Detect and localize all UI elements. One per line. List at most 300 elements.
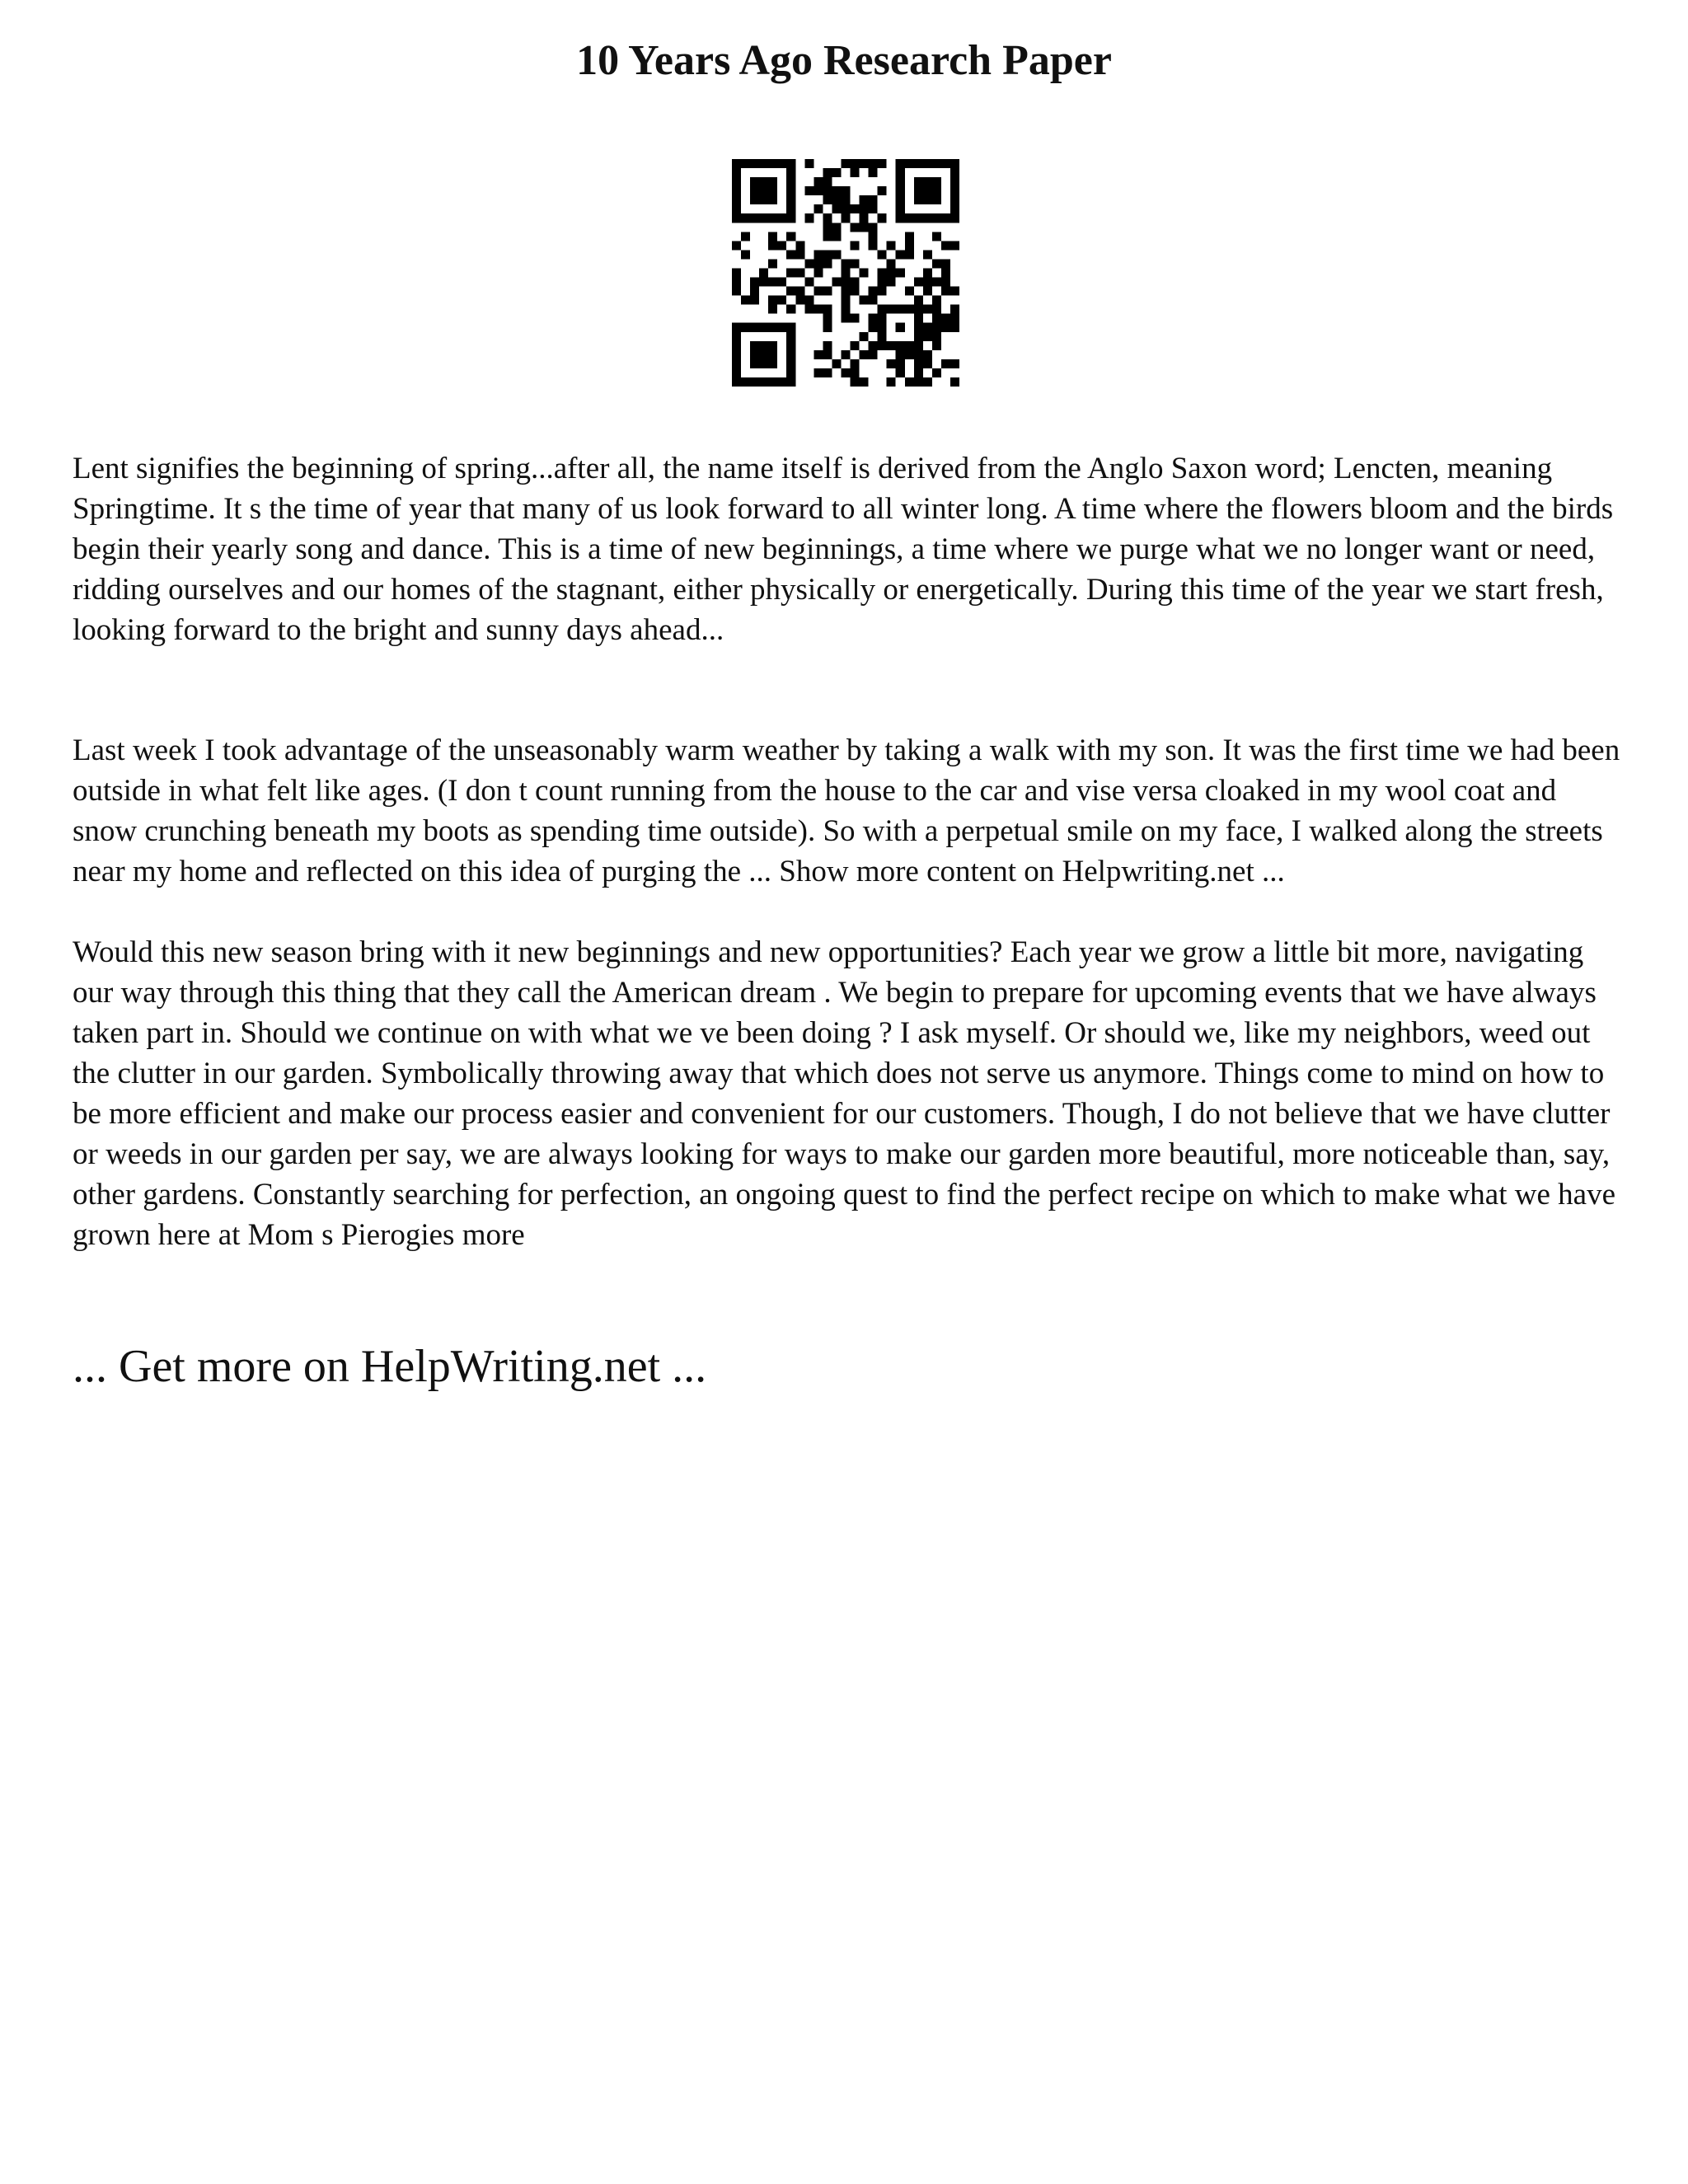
qr-module [759,377,768,387]
qr-module [804,305,814,314]
qr-module [768,350,777,359]
qr-module [841,278,850,287]
qr-module [841,213,850,223]
qr-module [804,296,814,305]
qr-module [860,223,869,232]
qr-module [851,314,860,323]
qr-module [786,305,795,314]
qr-module [932,159,941,168]
qr-module [823,213,832,223]
qr-module [950,359,959,368]
qr-module [832,232,841,241]
get-more-link[interactable]: ... Get more on HelpWriting.net ... [73,1341,707,1392]
qr-module [905,305,914,314]
qr-module [851,377,860,387]
qr-module [860,159,869,168]
qr-module [768,296,777,305]
qr-module [914,350,923,359]
qr-module [923,287,932,296]
qr-module [777,241,786,250]
qr-module [732,359,741,368]
qr-module [732,268,741,277]
qr-module [777,296,786,305]
qr-module [823,168,832,177]
qr-module [804,159,814,168]
qr-module [896,323,905,332]
qr-module [896,341,905,350]
qr-module [786,213,795,223]
qr-module [777,278,786,287]
qr-module [896,250,905,259]
qr-module [896,186,905,195]
qr-module [759,177,768,186]
qr-module [759,341,768,350]
qr-module [750,278,759,287]
qr-module [860,350,869,359]
qr-module [869,296,878,305]
qr-module [732,241,741,250]
qr-module [841,368,850,377]
qr-module [950,323,959,332]
qr-module [823,341,832,350]
qr-module [768,377,777,387]
qr-module [950,213,959,223]
qr-module [932,213,941,223]
qr-module [841,268,850,277]
qr-module [860,204,869,213]
qr-module [860,195,869,204]
qr-module [786,332,795,341]
qr-module [887,359,896,368]
qr-module [759,323,768,332]
qr-module [878,287,887,296]
qr-module [896,159,905,168]
qr-module [869,323,878,332]
qr-module [732,186,741,195]
qr-module [823,314,832,323]
qr-module [932,177,941,186]
qr-module [914,195,923,204]
qr-module [914,368,923,377]
qr-module [841,314,850,323]
qr-module [741,377,750,387]
qr-module [786,232,795,241]
qr-module [950,186,959,195]
qr-module [732,341,741,350]
qr-module [941,359,950,368]
qr-module [759,159,768,168]
qr-module [914,177,923,186]
qr-module [851,168,860,177]
qr-module [941,268,950,277]
qr-module [795,296,804,305]
qr-module [905,213,914,223]
qr-module [860,296,869,305]
qr-module [905,241,914,250]
qr-module [887,305,896,314]
qr-module [832,223,841,232]
qr-module [869,314,878,323]
qr-module [896,305,905,314]
qr-module [914,332,923,341]
qr-module [814,177,823,186]
qr-module [923,305,932,314]
qr-module [950,177,959,186]
qr-module [914,359,923,368]
qr-module [869,159,878,168]
qr-module [768,186,777,195]
qr-module [768,259,777,268]
qr-module [896,350,905,359]
qr-module [741,296,750,305]
qr-module [804,259,814,268]
qr-module [905,250,914,259]
qr-module [750,195,759,204]
qr-module [786,368,795,377]
qr-module [768,341,777,350]
qr-module [878,250,887,259]
qr-module [741,250,750,259]
qr-module [814,186,823,195]
qr-module [823,186,832,195]
qr-module [887,268,896,277]
qr-module [923,332,932,341]
qr-module [795,241,804,250]
qr-module [887,259,896,268]
qr-module [768,323,777,332]
qr-module [732,213,741,223]
qr-module [732,204,741,213]
qr-module [823,323,832,332]
qr-module [786,359,795,368]
qr-module [814,305,823,314]
qr-module [841,186,850,195]
qr-module [896,177,905,186]
qr-module [768,305,777,314]
qr-code-icon [732,159,959,387]
qr-module [750,359,759,368]
qr-module [804,278,814,287]
qr-module [932,332,941,341]
qr-module [814,250,823,259]
qr-module [832,204,841,213]
qr-module [941,159,950,168]
qr-module [832,359,841,368]
qr-module [759,213,768,223]
qr-module [950,287,959,296]
qr-module [795,287,804,296]
qr-module [878,159,887,168]
qr-module [759,350,768,359]
qr-module [878,268,887,277]
qr-module [732,368,741,377]
qr-module [823,287,832,296]
qr-module [905,159,914,168]
qr-module [851,341,860,350]
qr-module [823,259,832,268]
qr-module [768,177,777,186]
qr-module [932,341,941,350]
qr-module [759,278,768,287]
qr-module [923,377,932,387]
qr-module [786,195,795,204]
qr-module [759,195,768,204]
qr-module [923,186,932,195]
qr-module [823,223,832,232]
qr-module [923,323,932,332]
qr-module [768,159,777,168]
qr-module [860,213,869,223]
qr-module [832,168,841,177]
qr-module [786,204,795,213]
qr-module [923,268,932,277]
qr-module [777,213,786,223]
qr-module [823,305,832,314]
qr-module [750,177,759,186]
qr-module [887,278,896,287]
qr-module [814,287,823,296]
qr-module [732,195,741,204]
qr-module [741,159,750,168]
paragraph-3: Would this new season bring with it new beginnings and new opportunities? Each year we grow a little bit more, navigating our way through this thing that they call the American dream . We begin to prepare for upcoming events that we have always taken part in. Should we continue on with what we ve been doing ? I ask myself. Or should we, like my neighbors, weed out the clutter in our garden. Symbolically throwing away that which does not serve us anymore. Things come to mind on how to be more efficient and make our process easier and convenient for our customers. Though, I do not believe that we have clutter or weeds in our garden per say, we are always looking for ways to make our garden more beautiful, more noticeable than, say, other gardens. Constantly searching for perfection, an ongoing quest to find the perfect recipe on which to make what we have grown here at Mom s Pierogies more [73,935,1615,1252]
qr-module [759,359,768,368]
qr-module [777,159,786,168]
qr-module [814,204,823,213]
qr-module [950,241,959,250]
qr-module [732,332,741,341]
paragraph-2: Last week I took advantage of the unseasonably warm weather by taking a walk with my son. It was the first time we had been outside in what felt like ages. (I don t count running from the house to the car and vise versa cloaked in my wool coat and snow crunching beneath my boots as spending time outside). So with a perpetual smile on my face, I walked along the streets near my home and reflected on this idea of purging the ... Show more content on Helpwriting.net ... [73,733,1620,888]
qr-module [786,350,795,359]
qr-module [932,232,941,241]
qr-module [923,195,932,204]
qr-module [941,323,950,332]
qr-module [914,159,923,168]
qr-module [750,296,759,305]
qr-module [869,241,878,250]
qr-module [750,350,759,359]
qr-module [732,168,741,177]
qr-module [914,314,923,323]
qr-module [941,314,950,323]
qr-module [814,350,823,359]
qr-module [923,177,932,186]
qr-module [786,186,795,195]
qr-module [732,177,741,186]
qr-module [896,268,905,277]
qr-module [851,359,860,368]
qr-module [878,278,887,287]
qr-module [786,250,795,259]
qr-module [750,341,759,350]
qr-module [841,159,850,168]
qr-module [932,195,941,204]
qr-module [878,314,887,323]
qr-module [786,168,795,177]
qr-module [950,204,959,213]
qr-module [932,323,941,332]
qr-module [914,213,923,223]
qr-module [768,278,777,287]
qr-module [896,168,905,177]
qr-module [950,195,959,204]
qr-module [750,159,759,168]
qr-module [786,159,795,168]
qr-module [732,350,741,359]
qr-module [823,250,832,259]
qr-module [841,195,850,204]
qr-module [741,323,750,332]
qr-module [851,368,860,377]
qr-module [732,159,741,168]
qr-module [786,287,795,296]
qr-module [914,278,923,287]
qr-module [814,368,823,377]
qr-module [823,177,832,186]
qr-module [851,204,860,213]
qr-module [832,278,841,287]
qr-module [841,204,850,213]
qr-module [841,287,850,296]
qr-module [768,195,777,204]
qr-module [786,323,795,332]
qr-module [923,213,932,223]
qr-module [887,377,896,387]
qr-module [941,241,950,250]
qr-module [786,341,795,350]
qr-module [941,213,950,223]
qr-module [823,368,832,377]
qr-module [823,232,832,241]
paragraph-1: Lent signifies the beginning of spring...after all, the name itself is derived from the Anglo Saxon word; Lencten, meaning Springtime. It s the time of year that many of us look forward to all winter long. A time where the flowers bloom and the birds begin their yearly song and dance. This is a time of new beginnings, a time where we purge what we no longer want or need, ridding ourselves and our homes of the stagnant, either physically or energetically. During this time of the year we start fresh, looking forward to the bright and sunny days ahead... [73,452,1614,647]
qr-module [896,204,905,213]
qr-module [841,259,850,268]
qr-module [932,186,941,195]
qr-module [941,287,950,296]
qr-module [759,268,768,277]
qr-module [750,287,759,296]
qr-module [905,341,914,350]
qr-module [887,241,896,250]
qr-module [732,278,741,287]
qr-module [932,305,941,314]
qr-module [950,159,959,168]
qr-module [860,268,869,277]
qr-module [777,377,786,387]
qr-module [750,186,759,195]
qr-module [932,278,941,287]
qr-module [823,350,832,359]
qr-module [851,159,860,168]
qr-module [932,296,941,305]
qr-module [851,241,860,250]
qr-module [914,377,923,387]
qr-module [914,323,923,332]
qr-module [905,287,914,296]
qr-module [814,268,823,277]
qr-module [878,213,887,223]
qr-module [905,350,914,359]
qr-module [804,186,814,195]
qr-module [869,168,878,177]
qr-module [841,296,850,305]
qr-module [869,287,878,296]
qr-module [741,232,750,241]
qr-module [851,287,860,296]
qr-module [887,341,896,350]
qr-module [750,213,759,223]
qr-module [923,250,932,259]
qr-module [878,186,887,195]
qr-module [851,278,860,287]
qr-module [869,195,878,204]
qr-module [896,359,905,368]
qr-module [878,305,887,314]
qr-module [941,278,950,287]
qr-module [896,213,905,223]
qr-module [768,241,777,250]
qr-module [768,232,777,241]
qr-module [732,377,741,387]
page-title: 10 Years Ago Research Paper [576,37,1112,84]
qr-module [841,305,850,314]
qr-module [878,332,887,341]
qr-module [732,287,741,296]
qr-module [878,323,887,332]
qr-module [851,259,860,268]
qr-module [932,368,941,377]
qr-module [768,359,777,368]
qr-module [832,250,841,259]
qr-module [878,341,887,350]
qr-module [896,368,905,377]
qr-module [914,341,923,350]
qr-module [851,223,860,232]
qr-module [869,350,878,359]
qr-module [795,268,804,277]
qr-module [759,186,768,195]
qr-module [841,350,850,359]
qr-module [869,341,878,350]
qr-module [860,332,869,341]
qr-module [741,213,750,223]
qr-module [905,377,914,387]
qr-module [814,259,823,268]
qr-module [905,232,914,241]
qr-module [950,168,959,177]
qr-module [950,305,959,314]
qr-module [914,305,923,314]
qr-module [869,232,878,241]
qr-module [832,186,841,195]
qr-module [832,195,841,204]
qr-module [777,323,786,332]
qr-module [923,278,932,287]
qr-module [795,250,804,259]
qr-module [914,296,923,305]
qr-module [786,377,795,387]
qr-module [732,323,741,332]
qr-module [823,195,832,204]
qr-module [923,350,932,359]
qr-module [932,259,941,268]
qr-module [950,314,959,323]
qr-module [768,213,777,223]
qr-module [923,359,932,368]
qr-module [950,377,959,387]
qr-module [804,213,814,223]
qr-module [869,223,878,232]
qr-module [896,195,905,204]
